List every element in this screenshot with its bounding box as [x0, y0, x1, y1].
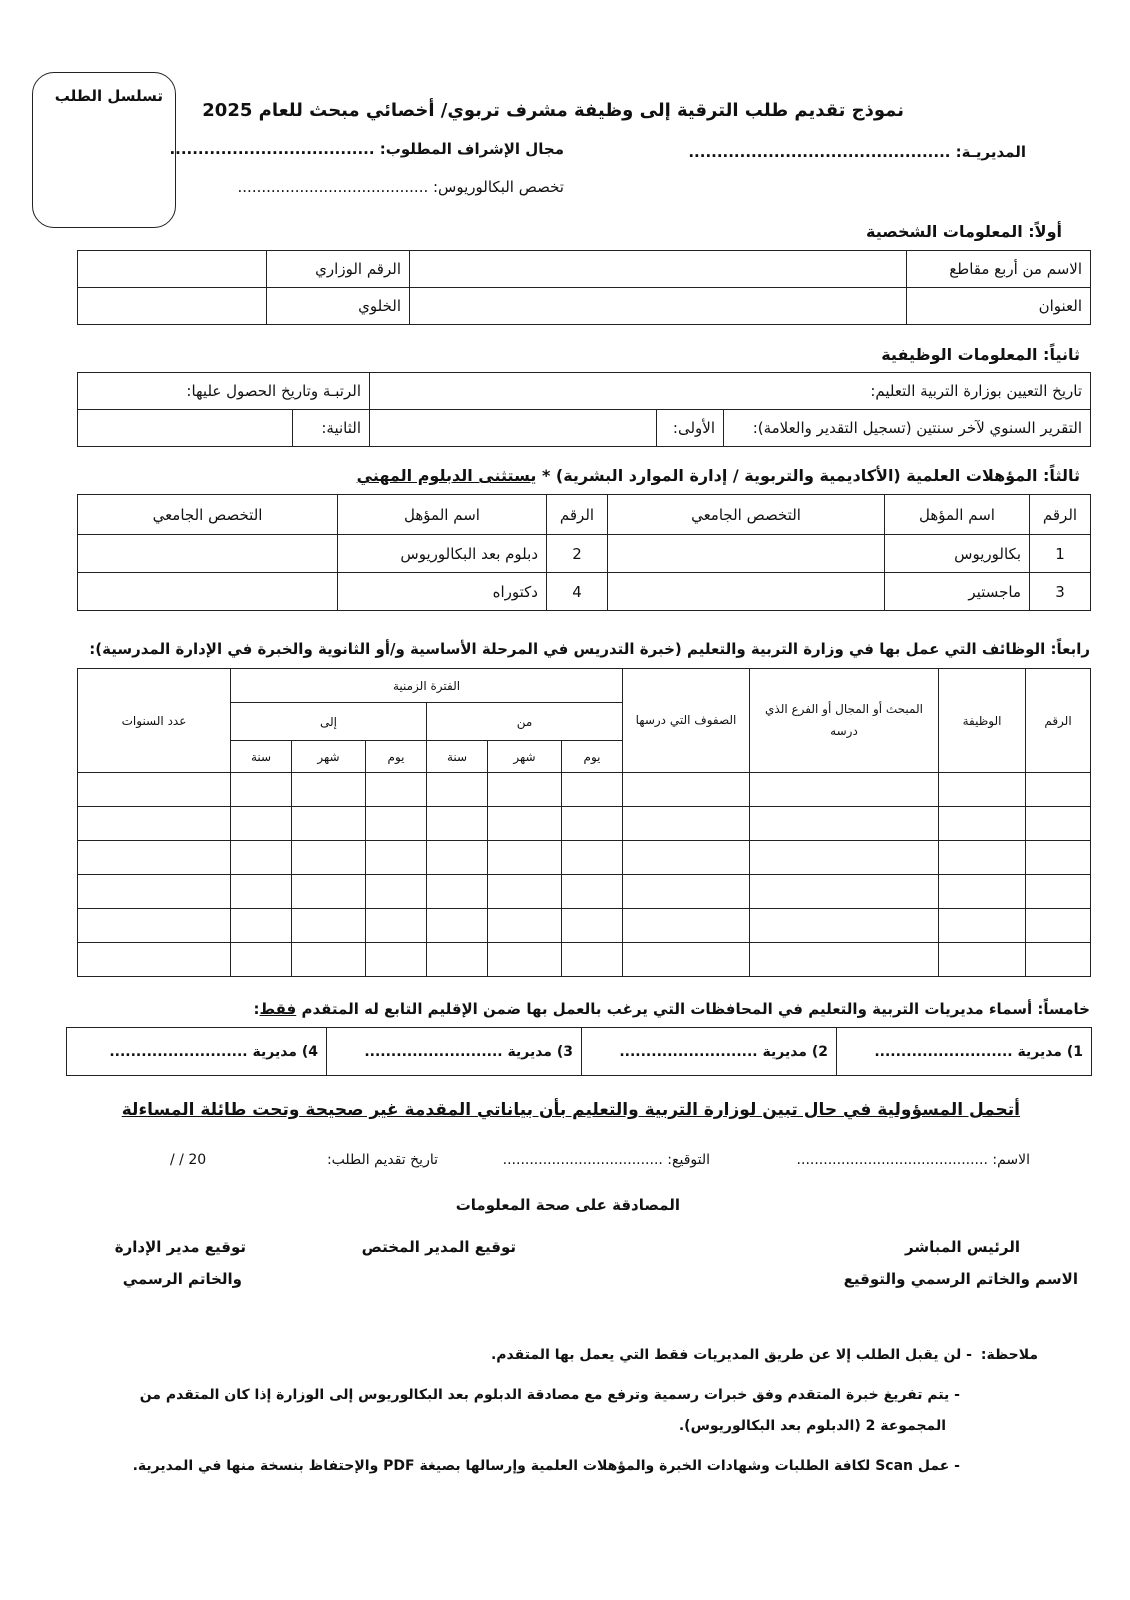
cell[interactable] [488, 773, 562, 807]
cell[interactable] [427, 875, 488, 909]
table-header-row [78, 669, 1091, 703]
cell[interactable] [78, 875, 231, 909]
cell[interactable] [623, 807, 750, 841]
cell[interactable] [292, 841, 366, 875]
table-row [78, 807, 1091, 841]
cell[interactable] [939, 909, 1026, 943]
cell[interactable] [366, 943, 427, 977]
section3-title-note: يستثنى الدبلوم المهني [356, 466, 537, 485]
section2-title: ثانياً: المعلومات الوظيفية [881, 345, 1080, 364]
directorate-choice-3[interactable]: 3) مديرية .......................... [327, 1028, 582, 1076]
col-header: التخصص الجامعي [608, 495, 885, 535]
directorates-table [66, 1027, 1092, 1076]
cell[interactable] [623, 773, 750, 807]
cell[interactable] [488, 807, 562, 841]
col-header: يوم [562, 741, 623, 773]
cell[interactable] [366, 773, 427, 807]
directorate-field[interactable]: المديريـة: .............................................. [688, 143, 1026, 161]
direct-boss-sub: الاسم والخاتم الرسمي والتوقيع [843, 1270, 1078, 1288]
qualifications-table [77, 494, 1091, 611]
second-year-label: الثانية: [293, 410, 370, 447]
table-header-row [78, 495, 1091, 535]
serial-label: تسلسل الطلب [54, 87, 163, 105]
directorate-choice-1[interactable]: 1) مديرية .......................... [837, 1028, 1092, 1076]
cell: 2 [547, 535, 608, 573]
col-header: شهر [292, 741, 366, 773]
name-value[interactable] [410, 251, 907, 288]
col-header: الرقم [1030, 495, 1091, 535]
col-header: سنة [427, 741, 488, 773]
cell[interactable] [623, 909, 750, 943]
cell[interactable] [1026, 943, 1091, 977]
mobile-label: الخلوي [267, 288, 410, 325]
cell[interactable] [608, 535, 885, 573]
supervision-field[interactable]: مجال الإشراف المطلوب: .................................... [169, 140, 564, 158]
rank-date-label: الرتبـة وتاريخ الحصول عليها: [186, 382, 361, 400]
cell[interactable] [488, 943, 562, 977]
specialist-director-label: توقيع المدير المختص [361, 1238, 516, 1256]
cell: دبلوم بعد البكالوريوس [338, 535, 547, 573]
admin-director-sub: والخاتم الرسمي [122, 1270, 242, 1288]
table-row [78, 841, 1091, 875]
table-row [78, 251, 1091, 288]
cell[interactable] [1026, 773, 1091, 807]
bachelor-specialty-field[interactable]: تخصص البكالوريوس: ........................................ [237, 178, 564, 196]
cell[interactable] [939, 773, 1026, 807]
cell[interactable] [1026, 841, 1091, 875]
cell[interactable] [750, 773, 939, 807]
cell: بكالوريوس [885, 535, 1030, 573]
directorate-choice-2[interactable]: 2) مديرية .......................... [582, 1028, 837, 1076]
jobs-table [77, 668, 1091, 977]
cell[interactable] [78, 943, 231, 977]
notes-label: ملاحظة: [980, 1347, 1038, 1363]
col-header: من [427, 703, 623, 741]
personal-info-table [77, 250, 1091, 325]
table-row [78, 875, 1091, 909]
cell[interactable] [939, 807, 1026, 841]
second-year-value[interactable] [78, 410, 293, 447]
table-row [78, 288, 1091, 325]
cell[interactable] [623, 943, 750, 977]
cell[interactable] [78, 535, 338, 573]
ministry-number-label: الرقم الوزاري [267, 251, 410, 288]
annual-report-label: التقرير السنوي لآخر سنتين (تسجيل التقدير والعلامة): [724, 410, 1091, 447]
cell[interactable] [292, 807, 366, 841]
section4-title: رابعاً: الوظائف التي عمل بها في وزارة التربية والتعليم (خبرة التدريس في المرحلة الأساسية و/أو الثانوية والخبرة في الإدارة المدرسية): [89, 640, 1090, 658]
cell[interactable] [623, 875, 750, 909]
job-info-table [77, 372, 1091, 447]
table-row [78, 773, 1091, 807]
col-header: الوظيفة [939, 669, 1026, 773]
cell[interactable] [78, 909, 231, 943]
application-date-label: تاريخ تقديم الطلب: [326, 1152, 438, 1168]
form-title: نموذج تقديم طلب الترقية إلى وظيفة مشرف تربوي/ أخصائي مبحث للعام 2025 [202, 100, 904, 121]
address-value[interactable] [410, 288, 907, 325]
col-header: اسم المؤهل [338, 495, 547, 535]
cell: 1 [1030, 535, 1091, 573]
section5-title-underlined: فقط [259, 1000, 297, 1018]
direct-boss-label: الرئيس المباشر [905, 1238, 1020, 1256]
cell[interactable] [78, 807, 231, 841]
table-row [78, 943, 1091, 977]
col-header: شهر [488, 741, 562, 773]
col-header: إلى [231, 703, 427, 741]
cell[interactable] [292, 773, 366, 807]
note-2b: المجموعة 2 (الدبلوم بعد البكالوريوس). [678, 1418, 946, 1434]
table-row [78, 535, 1091, 573]
directorate-choice-4[interactable]: 4) مديرية .......................... [67, 1028, 327, 1076]
cell[interactable] [939, 875, 1026, 909]
declaration: أتحمل المسؤولية في حال تبين لوزارة التربية والتعليم بأن بياناتي المقدمة غير صحيحة وتحت طائلة المساءلة [121, 1100, 1020, 1120]
cell[interactable] [78, 573, 338, 611]
section5-title-text: خامساً: أسماء مديريات التربية والتعليم في المحافظات التي يرغب بالعمل بها ضمن الإقليم التابع له المتقدم [301, 1000, 1090, 1018]
col-header: المبحث أو المجال أو الفرع الذي درسه [750, 669, 939, 773]
cell: دكتوراه [338, 573, 547, 611]
table-row [78, 410, 1091, 447]
mobile-value[interactable] [78, 288, 267, 325]
request-serial-box [32, 72, 176, 228]
col-header: اسم المؤهل [885, 495, 1030, 535]
cell[interactable] [562, 943, 623, 977]
cell[interactable] [623, 841, 750, 875]
cell[interactable] [366, 841, 427, 875]
cell[interactable] [750, 875, 939, 909]
appointment-date-label: تاريخ التعيين بوزارة التربية التعليم: [870, 382, 1082, 400]
cell[interactable] [750, 943, 939, 977]
cell[interactable] [231, 943, 292, 977]
section1-title: أولاً: المعلومات الشخصية [866, 222, 1062, 241]
col-header: الفترة الزمنية [231, 669, 623, 703]
section3-title-text: ثالثاً: المؤهلات العلمية (الأكاديمية والتربوية / إدارة الموارد البشرية) * [541, 466, 1080, 485]
cell[interactable] [366, 807, 427, 841]
note-2a: - يتم تفريغ خبرة المتقدم وفق خبرات رسمية وترفع مع مصادقة الدبلوم بعد البكالوريوس إلى الوزارة إذا كان المتقدم من [139, 1387, 960, 1403]
section3-title [357, 466, 1080, 485]
cell[interactable] [750, 807, 939, 841]
cell[interactable] [488, 841, 562, 875]
cell[interactable] [231, 841, 292, 875]
col-header: الرقم [1026, 669, 1091, 773]
cell[interactable] [562, 909, 623, 943]
cell: 3 [1030, 573, 1091, 611]
col-header: الرقم [547, 495, 608, 535]
address-label: العنوان [907, 288, 1091, 325]
col-header: التخصص الجامعي [78, 495, 338, 535]
cell: ماجستير [885, 573, 1030, 611]
cell[interactable] [562, 807, 623, 841]
cell[interactable] [427, 841, 488, 875]
cell[interactable] [292, 943, 366, 977]
rank-date-cell[interactable] [78, 373, 370, 410]
cell: 4 [547, 573, 608, 611]
cell[interactable] [366, 909, 427, 943]
cell[interactable] [562, 773, 623, 807]
cell[interactable] [562, 875, 623, 909]
col-header: عدد السنوات [78, 669, 231, 773]
note-3: - عمل Scan لكافة الطلبات وشهادات الخبرة والمؤهلات العلمية وإرسالها بصيغة PDF والإحتفاظ بنسخة منها في المديرية. [132, 1458, 960, 1474]
col-header: يوم [366, 741, 427, 773]
cell[interactable] [231, 875, 292, 909]
applicant-name-field[interactable]: الاسم: ........................................... [796, 1152, 1030, 1168]
cell[interactable] [488, 909, 562, 943]
cell[interactable] [78, 773, 231, 807]
cell[interactable] [608, 573, 885, 611]
col-header: سنة [231, 741, 292, 773]
cell[interactable] [427, 807, 488, 841]
cell[interactable] [750, 909, 939, 943]
cell[interactable] [366, 875, 427, 909]
appointment-date-cell[interactable] [370, 373, 1091, 410]
first-year-label: الأولى: [657, 410, 724, 447]
cell[interactable] [292, 875, 366, 909]
cell[interactable] [488, 875, 562, 909]
cell[interactable] [231, 773, 292, 807]
ministry-number-value[interactable] [78, 251, 267, 288]
table-row [78, 909, 1091, 943]
cell[interactable] [1026, 909, 1091, 943]
cell[interactable] [427, 773, 488, 807]
first-year-value[interactable] [370, 410, 657, 447]
cell[interactable] [562, 841, 623, 875]
cell[interactable] [427, 909, 488, 943]
table-row [78, 573, 1091, 611]
col-header: الصفوف التي درسها [623, 669, 750, 773]
admin-director-label: توقيع مدير الإدارة [114, 1238, 246, 1256]
name-label: الاسم من أربع مقاطع [907, 251, 1091, 288]
applicant-signature-field[interactable]: التوقيع: .................................... [502, 1152, 710, 1168]
note-1: - لن يقبل الطلب إلا عن طريق المديريات فقط التي يعمل بها المتقدم. [490, 1347, 972, 1363]
cell[interactable] [1026, 875, 1091, 909]
cell[interactable] [1026, 807, 1091, 841]
section5-title: خامساً: أسماء مديريات التربية والتعليم في المحافظات التي يرغب بالعمل بها ضمن الإقليم التابع له المتقدم فقط: [253, 1000, 1090, 1018]
certification-title: المصادقة على صحة المعلومات [455, 1196, 680, 1214]
cell[interactable] [231, 807, 292, 841]
cell[interactable] [750, 841, 939, 875]
cell[interactable] [939, 841, 1026, 875]
cell[interactable] [939, 943, 1026, 977]
cell[interactable] [292, 909, 366, 943]
table-row [78, 373, 1091, 410]
application-date-field[interactable]: / / 20 [170, 1152, 207, 1168]
table-row [67, 1028, 1092, 1076]
cell[interactable] [427, 943, 488, 977]
cell[interactable] [78, 841, 231, 875]
cell[interactable] [231, 909, 292, 943]
